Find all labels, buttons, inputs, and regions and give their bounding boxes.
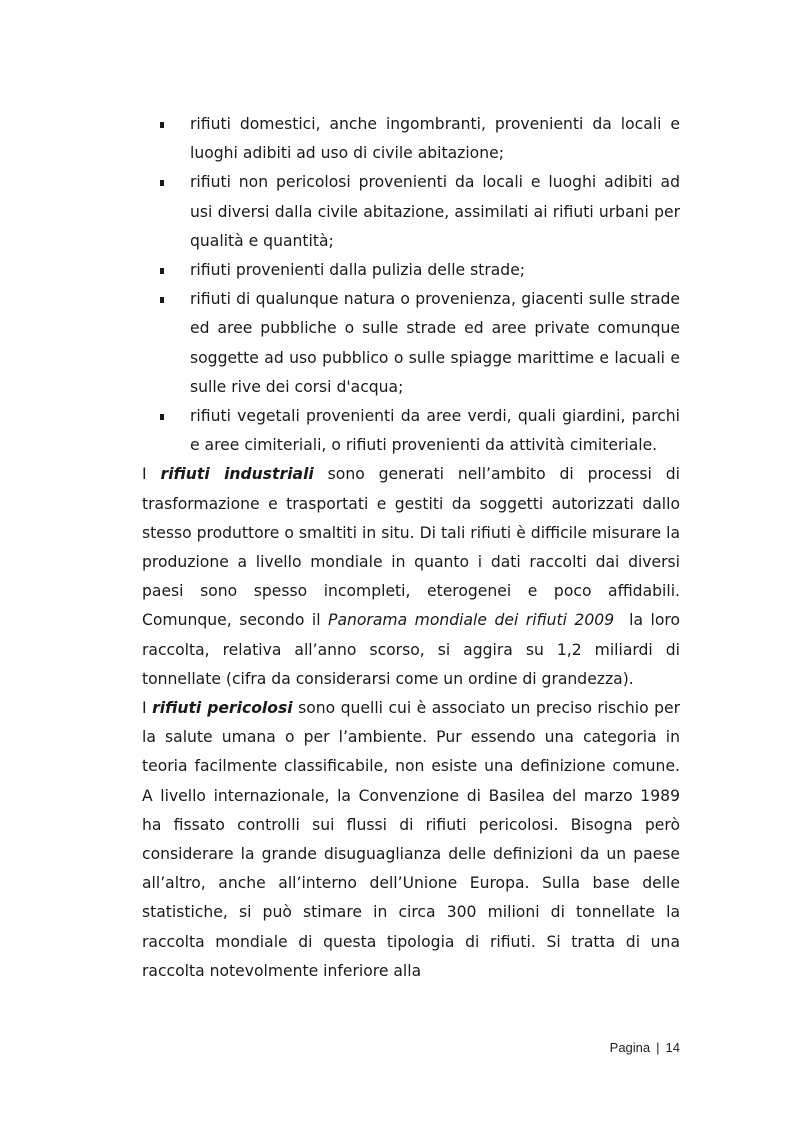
term-industrial-waste: rifiuti industriali	[160, 465, 314, 484]
bullet-marker	[160, 122, 164, 128]
paragraph-lead: I	[142, 699, 147, 718]
list-item	[190, 168, 680, 256]
italic-reference: Panorama mondiale dei rifiuti 2009	[328, 611, 615, 630]
paragraph-industrial-waste	[142, 460, 680, 694]
paragraph-text: sono generati nell’ambito di processi di trasformazione e trasportati e gestiti da soggetti autorizzati dallo stesso produttore o smaltiti in situ. Di tali rifiuti è difficile misurare la produzione a livello mondiale in quanto i dati raccolti dai diversi paesi sono spesso incompleti, eterogenei e poco affidabili. Comunque, secondo il	[142, 465, 680, 630]
list-item-text: rifiuti domestici, anche ingombranti, provenienti da locali e luoghi adibiti ad uso di civile abitazione;	[190, 115, 680, 163]
list-item	[190, 402, 680, 460]
list-item	[190, 256, 680, 285]
list-item-text: rifiuti di qualunque natura o provenienza, giacenti sulle strade ed aree pubbliche o sulle strade ed aree private comunque soggette ad uso pubblico o sulle spiagge marittime e lacuali e sulle rive dei corsi d'acqua;	[190, 290, 680, 396]
bullet-marker	[160, 297, 164, 303]
page-number: 14	[665, 1040, 680, 1055]
list-item	[190, 110, 680, 168]
document-body	[142, 110, 680, 986]
list-item-text: rifiuti non pericolosi provenienti da locali e luoghi adibiti ad usi diversi dalla civile abitazione, assimilati ai rifiuti urbani per qualità e quantità;	[190, 173, 680, 250]
list-item-text: rifiuti provenienti dalla pulizia delle strade;	[190, 261, 526, 280]
paragraph-hazardous-waste	[142, 694, 680, 986]
paragraph-text: la loro raccolta, relativa all’anno scorso, si aggira su 1,2 miliardi di tonnellate (cifra da considerarsi come un ordine di grandezza).	[142, 611, 680, 688]
footer-label: Pagina	[609, 1040, 651, 1055]
bullet-marker	[160, 414, 164, 420]
bullet-marker	[160, 180, 164, 186]
waste-types-list	[142, 110, 680, 460]
footer-separator: |	[656, 1040, 660, 1055]
list-item	[190, 285, 680, 402]
list-item-text: rifiuti vegetali provenienti da aree verdi, quali giardini, parchi e aree cimiteriali, o rifiuti provenienti da attività cimiteriale.	[190, 407, 680, 455]
paragraph-lead: I	[142, 465, 147, 484]
page-footer	[0, 1040, 680, 1055]
paragraph-text: sono quelli cui è associato un preciso rischio per la salute umana o per l’ambiente. Pur essendo una categoria in teoria facilmente classificabile, non esiste una definizione comune. A livello internazionale, la Convenzione di Basilea del marzo 1989 ha fissato controlli sui flussi di rifiuti pericolosi. Bisogna però considerare la grande disuguaglianza delle definizioni da un paese all’altro, anche all’interno dell’Unione Europa. Sulla base delle statistiche, si può stimare in circa 300 milioni di tonnellate la raccolta mondiale di questa tipologia di rifiuti. Si tratta di una raccolta notevolmente inferiore alla	[142, 699, 680, 980]
term-hazardous-waste: rifiuti pericolosi	[152, 699, 293, 718]
bullet-marker	[160, 268, 164, 274]
